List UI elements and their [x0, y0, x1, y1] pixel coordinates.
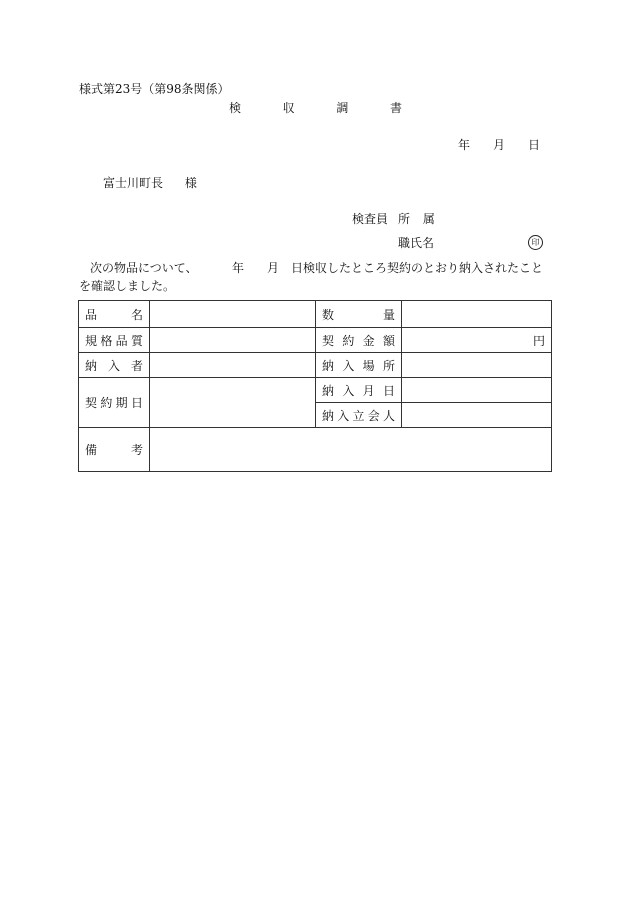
- label-char: 金: [362, 333, 375, 348]
- table-row: [79, 428, 552, 472]
- label-char: 約: [342, 333, 355, 348]
- statement-suffix: 日検収したところ契約のとおり納入されたこと: [291, 261, 544, 275]
- statement-line-2: を確認しました。: [79, 279, 176, 293]
- contract-period-value: [150, 378, 316, 428]
- contract-amount-value: [402, 328, 552, 353]
- label-char: 日: [130, 396, 143, 410]
- statement-month: 月: [267, 261, 280, 275]
- affiliation-char: 属: [422, 212, 435, 226]
- inspection-table: [78, 300, 552, 472]
- label-char: 場: [362, 358, 375, 373]
- label-char: 納: [85, 358, 98, 373]
- label-char: 考: [130, 443, 143, 457]
- label-char: 期: [115, 396, 128, 410]
- contract-amount-label: [316, 328, 402, 353]
- item-name-label: [79, 301, 150, 328]
- label-char: 備: [85, 443, 98, 457]
- inspector-affiliation: [398, 213, 435, 225]
- label-char: 所: [382, 358, 395, 373]
- addressee-name: 富士川町長: [103, 176, 164, 190]
- title-char: 調: [336, 101, 349, 115]
- delivery-place-label: [316, 353, 402, 378]
- label-char: 格: [100, 333, 113, 348]
- remarks-label: [79, 428, 150, 472]
- remarks-value: [150, 428, 552, 472]
- label-char: 契: [85, 396, 98, 410]
- inspector-name-label: 職氏名: [398, 236, 435, 250]
- label-char: 者: [130, 358, 143, 373]
- statement-line-1: [90, 262, 560, 276]
- label-char: 量: [382, 307, 395, 322]
- label-char: 品: [85, 307, 98, 322]
- label-char: 品: [115, 333, 128, 348]
- label-char: 月: [362, 383, 375, 398]
- title-char: 収: [282, 101, 295, 115]
- affiliation-char: 所: [398, 212, 411, 226]
- label-char: 額: [382, 333, 395, 348]
- delivery-date-value: [402, 378, 552, 403]
- label-char: 規: [85, 333, 98, 348]
- contract-period-label: [79, 378, 150, 428]
- statement-prefix: 次の物品について、: [90, 261, 198, 275]
- currency-unit: 円: [532, 333, 545, 348]
- title-char: 検: [229, 101, 242, 115]
- form-number: 様式第23号（第98条関係）: [79, 82, 230, 96]
- quantity-value: [402, 301, 552, 328]
- delivery-place-value: [402, 353, 552, 378]
- label-char: 納: [322, 358, 335, 373]
- supplier-label: [79, 353, 150, 378]
- label-char: 質: [130, 333, 143, 348]
- document-title: [229, 102, 402, 114]
- table-row: [79, 353, 552, 378]
- label-char: 立: [352, 408, 365, 423]
- label-char: 会: [367, 408, 380, 423]
- table-row: [79, 301, 552, 328]
- label-char: 日: [382, 383, 395, 398]
- inspector-role: 検査員: [352, 212, 389, 226]
- date-day-label: 日: [528, 138, 541, 152]
- label-char: 名: [130, 307, 143, 322]
- seal-mark-glyph: 印: [528, 235, 543, 250]
- date-month-label: 月: [493, 138, 506, 152]
- delivery-date-label: [316, 378, 402, 403]
- witness-label: [316, 403, 402, 428]
- label-char: 入: [342, 383, 355, 398]
- label-char: 入: [337, 408, 350, 423]
- spec-value: [150, 328, 316, 353]
- spec-label: [79, 328, 150, 353]
- label-char: 納: [322, 408, 335, 423]
- label-char: 人: [382, 408, 395, 423]
- supplier-value: [150, 353, 316, 378]
- date-year-label: 年: [458, 138, 471, 152]
- label-char: 納: [322, 383, 335, 398]
- addressee-honorific: 様: [184, 176, 197, 190]
- label-char: 入: [342, 358, 355, 373]
- seal-mark: [528, 235, 543, 250]
- label-char: 数: [322, 307, 335, 322]
- label-char: 約: [100, 396, 113, 410]
- label-char: 入: [107, 358, 120, 373]
- addressee: [103, 177, 197, 189]
- label-char: 契: [322, 333, 335, 348]
- table-row: [79, 328, 552, 353]
- item-name-value: [150, 301, 316, 328]
- witness-value: [402, 403, 552, 428]
- title-char: 書: [389, 101, 402, 115]
- table-row: [79, 378, 552, 403]
- quantity-label: [316, 301, 402, 328]
- statement-year: 年: [232, 261, 245, 275]
